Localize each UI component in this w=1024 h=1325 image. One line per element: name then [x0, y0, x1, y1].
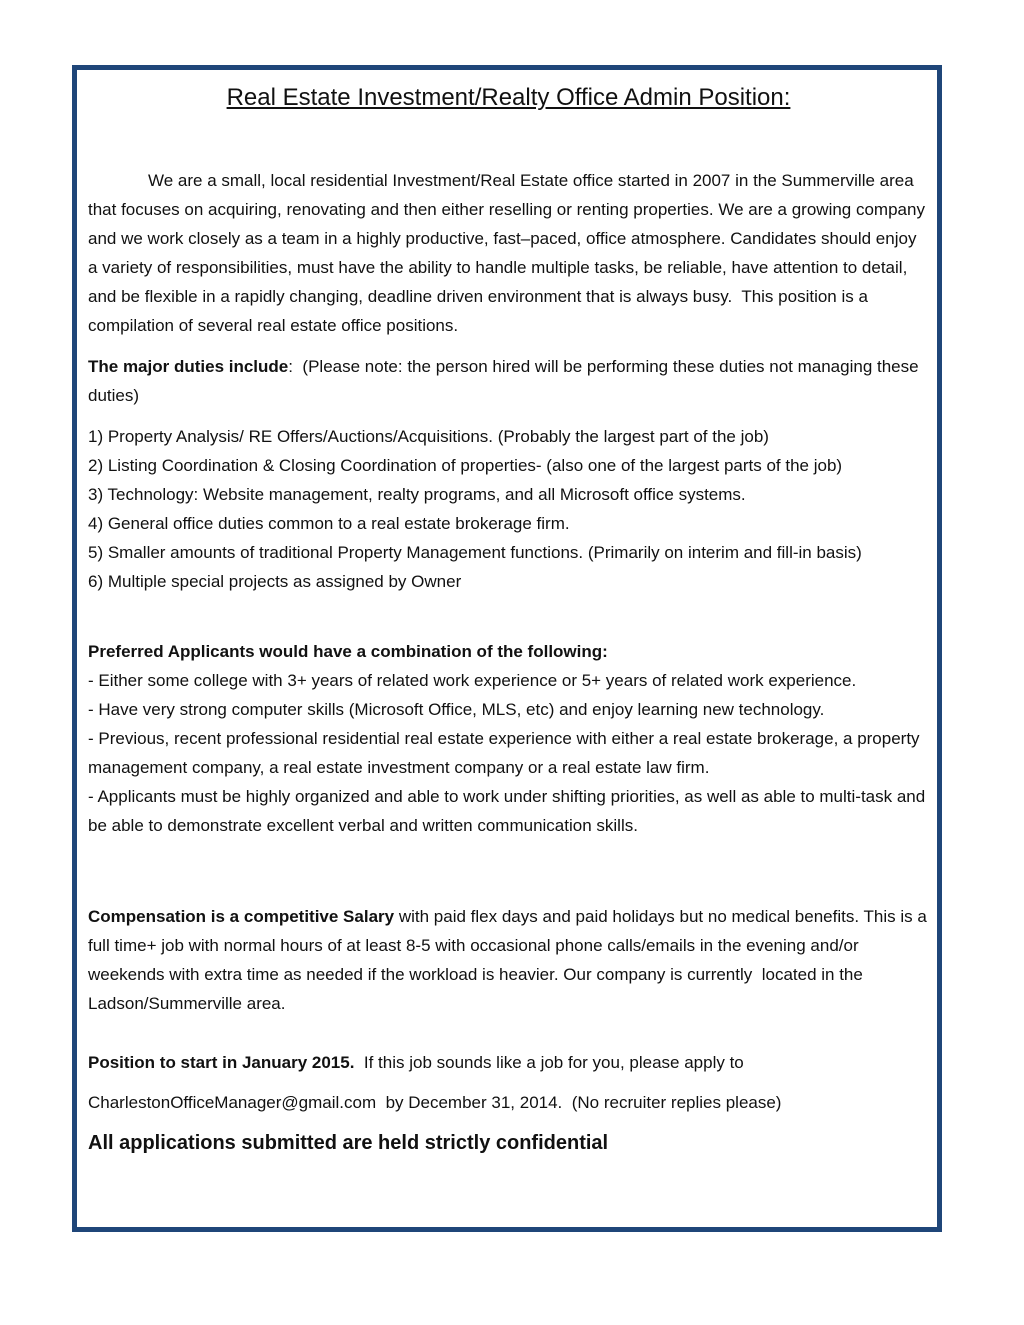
preferred-item-4: - Applicants must be highly organized and able to work under shifting priorities, as well as able to multi-task and be able to demonstrate excellent verbal and written communication skills.	[88, 787, 930, 835]
document-title: Real Estate Investment/Realty Office Admin Position:	[226, 84, 791, 111]
duties-list	[88, 422, 929, 596]
preferred-item-3: - Previous, recent professional residential real estate experience with either a real estate brokerage, a property management company, a real estate investment company or a real estate law firm.	[88, 729, 925, 777]
position-start-rest: If this job sounds like a job for you, please apply to	[354, 1053, 744, 1072]
compensation-paragraph	[88, 902, 932, 1018]
duty-item-1: 1) Property Analysis/ RE Offers/Auctions/Acquisitions. (Probably the largest part of the job)	[88, 427, 769, 446]
preferred-applicants-list	[88, 666, 929, 840]
duties-heading-bold: The major duties include	[88, 357, 289, 376]
position-start-paragraph	[88, 1048, 929, 1077]
duty-item-2: 2) Listing Coordination & Closing Coordination of properties- (also one of the largest parts of the job)	[88, 456, 843, 475]
preferred-item-1: - Either some college with 3+ years of related work experience or 5+ years of related work experience.	[88, 671, 857, 690]
compensation-rest: with paid flex days and paid holidays but no medical benefits. This is a full time+ job with normal hours of at least 8-5 with occasional phone calls/emails in the evening and/or weekends with extra time as needed if the workload is heavier. Our company is currently located in the Ladson/Summerville area.	[88, 907, 932, 1013]
apply-email-line: CharlestonOfficeManager@gmail.com by December 31, 2014. (No recruiter replies please)	[88, 1093, 782, 1112]
confidential-note: All applications submitted are held strictly confidential	[88, 1132, 609, 1154]
duty-item-4: 4) General office duties common to a real estate brokerage firm.	[88, 514, 570, 533]
intro-paragraph: We are a small, local residential Investment/Real Estate office started in 2007 in the Summerville area that focuses on acquiring, renovating and then either reselling or renting properties. We are a growing company and we work closely as a team in a highly productive, fast–paced, office atmosphere. Candidates should enjoy a variety of responsibilities, must have the ability to handle multiple tasks, be reliable, have attention to detail, and be flexible in a rapidly changing, deadline driven environment that is always busy. This position is a compilation of several real estate office positions.	[88, 171, 930, 335]
position-start-bold: Position to start in January 2015.	[88, 1053, 355, 1072]
duty-item-3: 3) Technology: Website management, realty programs, and all Microsoft office systems.	[88, 485, 746, 504]
compensation-lead-bold: Compensation is a competitive Salary	[88, 907, 395, 926]
duties-heading	[88, 352, 929, 410]
duty-item-5: 5) Smaller amounts of traditional Property Management functions. (Primarily on interim and fill-in basis)	[88, 543, 862, 562]
preferred-item-2: - Have very strong computer skills (Microsoft Office, MLS, etc) and enjoy learning new technology.	[88, 700, 825, 719]
duty-item-6: 6) Multiple special projects as assigned by Owner	[88, 572, 462, 591]
document-border-box	[72, 65, 942, 1232]
preferred-applicants-heading: Preferred Applicants would have a combination of the following:	[88, 642, 608, 661]
duties-heading-rest: : (Please note: the person hired will be performing these duties not managing these duties)	[88, 357, 924, 405]
